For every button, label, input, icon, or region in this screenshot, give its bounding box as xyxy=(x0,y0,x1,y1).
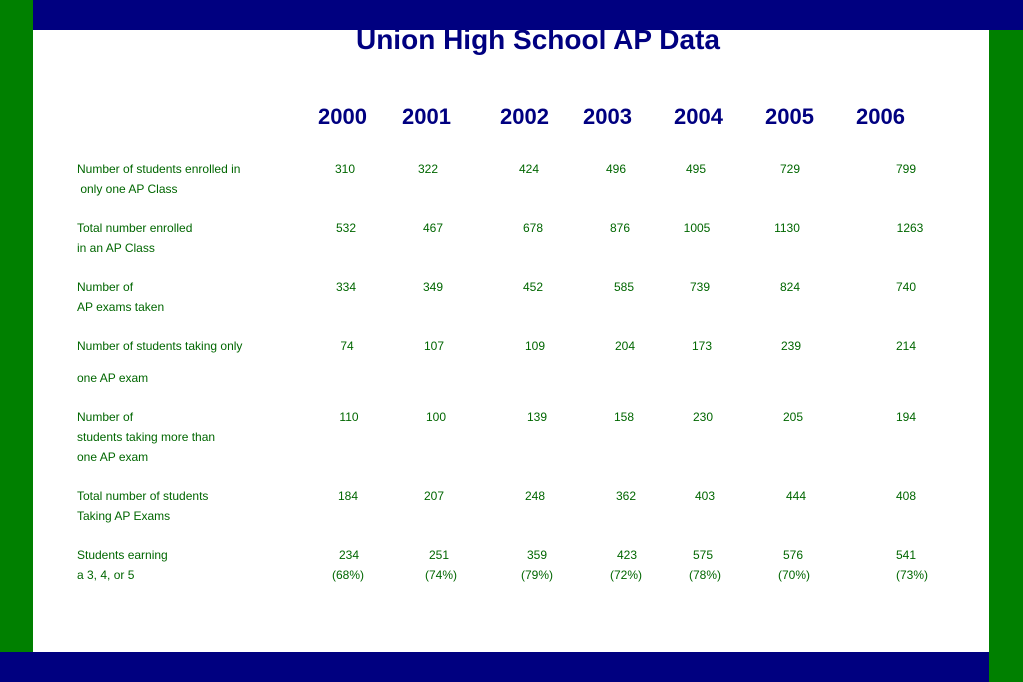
row-label: only one AP Class xyxy=(77,182,178,196)
year-2001: 2001 xyxy=(402,104,451,129)
table-cell: 322 xyxy=(417,162,439,176)
table-cell: 239 xyxy=(780,339,802,353)
table-cell: 1263 xyxy=(896,221,924,235)
row-label: one AP exam xyxy=(77,371,149,385)
table-cell: 248 xyxy=(524,489,546,503)
table-cell: 251 xyxy=(428,548,450,562)
table-cell: 230 xyxy=(692,410,714,424)
table-cell: 408 xyxy=(895,489,917,503)
table-cell: 495 xyxy=(685,162,707,176)
table-cell: 496 xyxy=(605,162,627,176)
year-2005: 2005 xyxy=(765,104,814,129)
percent-cell: (70%) xyxy=(777,568,811,582)
percent-cell: (78%) xyxy=(688,568,722,582)
row-label: Total number enrolled xyxy=(77,221,193,235)
table-cell: 359 xyxy=(526,548,548,562)
percent-cell: (73%) xyxy=(895,568,929,582)
table-cell: 173 xyxy=(691,339,713,353)
row-label: AP exams taken xyxy=(77,300,165,314)
table-cell: 467 xyxy=(422,221,444,235)
table-cell: 532 xyxy=(335,221,357,235)
table-cell: 452 xyxy=(522,280,544,294)
table-cell: 876 xyxy=(609,221,631,235)
year-2003: 2003 xyxy=(583,104,632,129)
table-cell: 424 xyxy=(518,162,540,176)
row-label: Number of xyxy=(77,280,134,294)
bottom-navy-bar xyxy=(0,652,989,682)
table-cell: 740 xyxy=(895,280,917,294)
table-cell: 349 xyxy=(422,280,444,294)
table-cell: 444 xyxy=(785,489,807,503)
row-label: a 3, 4, or 5 xyxy=(77,568,135,582)
row-label: one AP exam xyxy=(77,450,149,464)
percent-cell: (72%) xyxy=(609,568,643,582)
table-cell: 739 xyxy=(689,280,711,294)
row-label: Total number of students xyxy=(77,489,209,503)
table-cell: 575 xyxy=(692,548,714,562)
table-cell: 205 xyxy=(782,410,804,424)
table-cell: 158 xyxy=(613,410,635,424)
left-green-bar xyxy=(0,0,33,652)
row-label: students taking more than xyxy=(77,430,216,444)
table-cell: 585 xyxy=(613,280,635,294)
page-title: Union High School AP Data xyxy=(355,24,720,55)
table-cell: 100 xyxy=(425,410,447,424)
table-cell: 107 xyxy=(423,339,445,353)
table-cell: 234 xyxy=(338,548,360,562)
table-cell: 194 xyxy=(895,410,917,424)
row-label: Taking AP Exams xyxy=(77,509,171,523)
table-cell: 678 xyxy=(522,221,544,235)
percent-cell: (74%) xyxy=(424,568,458,582)
row-label: Number of xyxy=(77,410,134,424)
table-cell: 74 xyxy=(340,339,354,353)
table-cell: 1005 xyxy=(683,221,711,235)
table-cell: 109 xyxy=(524,339,546,353)
year-2006: 2006 xyxy=(856,104,905,129)
year-2004: 2004 xyxy=(674,104,723,129)
table-cell: 403 xyxy=(694,489,716,503)
row-label: Students earning xyxy=(77,548,168,562)
percent-cell: (68%) xyxy=(331,568,365,582)
table-cell: 799 xyxy=(895,162,917,176)
year-2002: 2002 xyxy=(500,104,549,129)
row-label: Number of students taking only xyxy=(77,339,243,353)
percent-cell: (79%) xyxy=(520,568,554,582)
table-cell: 214 xyxy=(895,339,917,353)
table-cell: 423 xyxy=(616,548,638,562)
row-label: in an AP Class xyxy=(77,241,155,255)
table-cell: 204 xyxy=(614,339,636,353)
table-cell: 541 xyxy=(895,548,917,562)
year-2000: 2000 xyxy=(318,104,367,129)
row-label: Number of students enrolled in xyxy=(77,162,241,176)
table-cell: 729 xyxy=(779,162,801,176)
table-cell: 362 xyxy=(615,489,637,503)
table-cell: 576 xyxy=(782,548,804,562)
table-cell: 110 xyxy=(339,410,359,424)
table-cell: 1130 xyxy=(774,221,800,235)
table-cell: 139 xyxy=(526,410,548,424)
table-cell: 334 xyxy=(335,280,357,294)
right-green-bar xyxy=(989,30,1023,682)
table-cell: 207 xyxy=(423,489,445,503)
table-cell: 310 xyxy=(334,162,356,176)
table-cell: 184 xyxy=(337,489,359,503)
table-cell: 824 xyxy=(779,280,801,294)
